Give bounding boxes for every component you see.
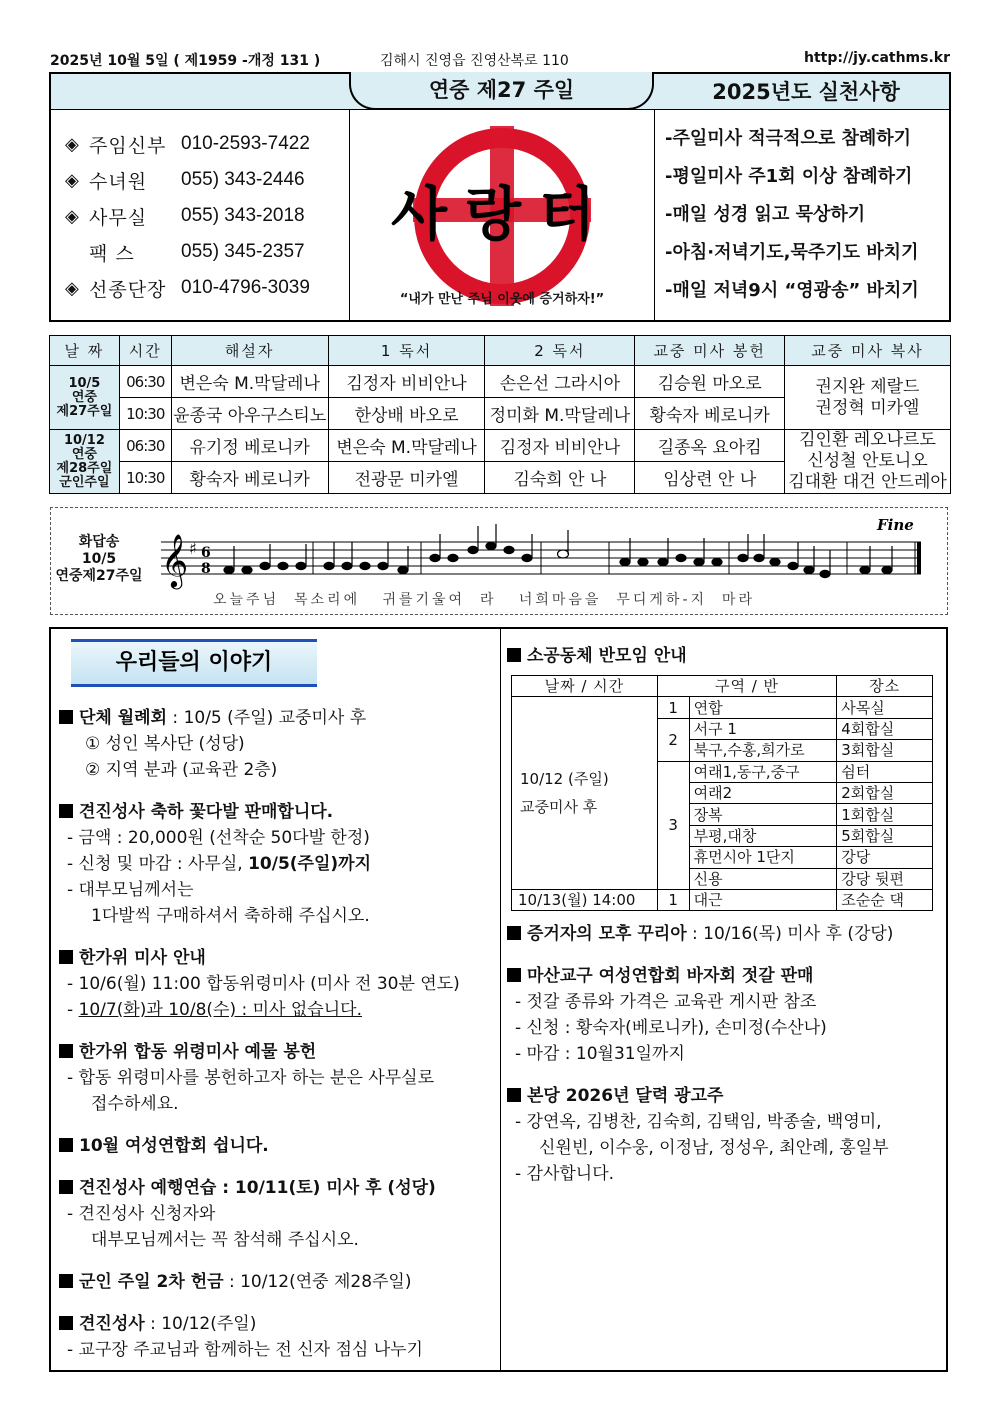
practice-item: -매일 성경 읽고 묵상하기: [665, 204, 866, 225]
square-bullet-icon: [507, 1088, 521, 1102]
practice-item: -매일 저녁9시 “영광송” 바치기: [665, 280, 919, 301]
divider: [654, 110, 655, 322]
notice-bazaar: 마산교구 여성연합회 바자회 젓갈 판매 - 젓갈 종류와 가격은 교육관 게시판 참조 - 신청 : 황숙자(베로니카), 손미정(수산나) - 마감 : 10월31일까지: [507, 963, 947, 1067]
top-meta-line: [50, 50, 950, 70]
week2-servers: 김인환 레오나르도 신성철 안토니오 김대환 대건 안드레아: [785, 430, 951, 494]
lyrics: 오늘주님 목소리에 귀를기울여 라 너희마음을 무디게하-지 마라: [213, 592, 755, 608]
table-row: 10:30 윤종국 아우구스티노 한상배 바오로 정미화 M.막달레나 황숙자 베로니카: [50, 398, 951, 430]
notice-curia: 증거자의 모후 꾸리아 : 10/16(목) 미사 후 (강당): [507, 921, 947, 947]
square-bullet-icon: [59, 1274, 73, 1288]
svg-text:♯: ♯: [189, 539, 197, 558]
divider: [500, 629, 501, 1370]
notice-women-association: 10월 여성연합회 쉽니다.: [59, 1133, 495, 1159]
table-row: 10:30 황숙자 베로니카 전광문 미카엘 김숙희 안 나 임상련 안 나: [50, 462, 951, 494]
motto: “내가 만난 주님 이웃에 증거하자!”: [399, 292, 605, 307]
notice-confirmation: 견진성사 : 10/12(주일) - 교구장 주교님과 함께하는 전 신자 점심 나누기: [59, 1311, 495, 1363]
diamond-bullet-icon: ◈: [65, 277, 79, 299]
table-row: 휴먼시아 1단지 강당: [512, 847, 933, 868]
church-address: 김해시 진영읍 진영산복로 110: [380, 53, 569, 69]
contact-office: ◈ 사무실 055) 343-2018: [65, 205, 305, 229]
right-news-column: [507, 643, 947, 1203]
notice-chuseok-mass: 한가위 미사 안내 - 10/6(월) 11:00 합동위령미사 (미사 전 30분 연도) - 10/7(화)과 10/8(수) : 미사 없습니다.: [59, 945, 495, 1023]
logo: [351, 112, 653, 322]
svg-text:6: 6: [201, 545, 211, 561]
diamond-bullet-icon: ◈: [65, 169, 79, 191]
table-row: 10/12 (주일) 교중미사 후 1 연합 사목실: [512, 697, 933, 718]
notice-flower-sale: 견진성사 축하 꽃다발 판매합니다. - 금액 : 20,000원 (선착순 50다발 한정) - 신청 및 마감 : 사무실, 10/5(주일)까지 - 대부모님께서는 1다발씩 구매하셔서 축하해 주십시오.: [59, 799, 495, 929]
table-header-row: 날짜 / 시간 구역 / 반 장소: [512, 676, 933, 697]
sunday-title: 연중 제27 주일: [349, 72, 654, 110]
notice-memorial-offering: 한가위 합동 위령미사 예물 봉헌 - 합동 위령미사를 봉헌하고자 하는 분은 사무실로 접수하세요.: [59, 1039, 495, 1117]
practice-item: -주일미사 적극적으로 참례하기: [665, 128, 912, 149]
square-bullet-icon: [507, 648, 521, 662]
practice-item: -아침·저녁기도,묵주기도 바치기: [665, 242, 919, 263]
square-bullet-icon: [59, 950, 73, 964]
table-row: 10/13(월) 14:00 1 대근 조순순 댁: [512, 889, 933, 910]
left-news-column: [59, 705, 495, 1379]
svg-text:8: 8: [201, 561, 211, 577]
logo-title: 사랑터: [390, 180, 614, 248]
psalm-response-score: [50, 507, 948, 615]
practice-item: -평일미사 주1회 이상 참례하기: [665, 166, 913, 187]
table-row: 여래2 2회합실: [512, 782, 933, 803]
notice-confirmation-rehearsal: 견진성사 예행연습 : 10/11(토) 미사 후 (성당) - 견진성사 신청자와 대부모님께서는 꼭 참석해 주십시오.: [59, 1175, 495, 1253]
square-bullet-icon: [59, 710, 73, 724]
square-bullet-icon: [59, 1044, 73, 1058]
table-row: 북구,수홍,희가로 3회합실: [512, 740, 933, 761]
issue-date: 2025년 10월 5일 ( 제1959 -개정 131 ): [50, 53, 321, 69]
table-row: 장복 1회합실: [512, 804, 933, 825]
table-row: 부평,대창 5회합실: [512, 825, 933, 846]
square-bullet-icon: [507, 926, 521, 940]
website-link[interactable]: http://jy.cathms.kr: [803, 50, 950, 66]
week2-date: 10/12 연중 제28주일 군인주일: [50, 430, 120, 494]
ministry-schedule-table: [49, 335, 951, 494]
contact-pastor: ◈ 주임신부 010-2593-7422: [65, 133, 310, 157]
divider: [349, 110, 350, 322]
diamond-bullet-icon: ◈: [65, 205, 79, 227]
bulletin-header: [49, 72, 951, 322]
fine-mark: Fine: [877, 516, 914, 534]
square-bullet-icon: [59, 804, 73, 818]
square-bullet-icon: [59, 1180, 73, 1194]
square-bullet-icon: [59, 1138, 73, 1152]
practice-list: [665, 120, 950, 310]
treble-clef-icon: 𝄞: [161, 533, 189, 587]
notice-military-collection: 군인 주일 2차 헌금 : 10/12(연중 제28주일): [59, 1269, 495, 1295]
stories-title: 우리들의 이야기: [71, 639, 317, 687]
notice-calendar-sponsors: 본당 2026년 달력 광고주 - 강연옥, 김병찬, 김숙희, 김택임, 박종술, 백영미, 신원빈, 이수웅, 이정남, 정성우, 최안례, 홍일부 - 감사합니다.: [507, 1083, 947, 1187]
square-bullet-icon: [59, 1316, 73, 1330]
week1-servers: 권지완 제랄드 권정혁 미카엘: [785, 366, 951, 430]
year-practice-title: 2025년도 실천사항: [712, 80, 900, 104]
group-meeting-table: [511, 675, 933, 911]
group-date: 10/12 (주일) 교중미사 후: [512, 697, 658, 890]
table-row: 2 서구 1 4회합실: [512, 718, 933, 739]
table-row: 3 여래1,동구,중구 쉼터: [512, 761, 933, 782]
music-staff: [151, 510, 943, 614]
notice-small-community: 소공동체 반모임 안내 날짜 / 시간 구역 / 반 장소 10/12 (주일) 교중미사 후 1 연합 사목실 2 서구 1 4회합실 북구,수홍,희가로 3회합실 3 여래1,동구,중구 쉼터 여래2 2회합실 장복 1회합실 부평,대창 5회합실 휴먼시아 1단지 강당 신용 강당 뒷편 10/13(월) 14:00 1 대근 조순순 댁: [507, 643, 947, 911]
table-header-row: 날 짜 시간 해설자 1 독서 2 독서 교중 미사 봉헌 교중 미사 복사: [50, 336, 951, 366]
square-bullet-icon: [507, 968, 521, 982]
table-row: 10/12 연중 제28주일 군인주일 06:30 유기정 베로니카 변은숙 M.막달레나 김정자 비비안나 길종옥 요아킴 김인환 레오나르도 신성철 안토니오 김대환 대건 안드레아: [50, 430, 951, 462]
contact-convent: ◈ 수녀원 055) 343-2446: [65, 169, 305, 193]
diamond-bullet-icon: ◈: [65, 133, 79, 155]
notice-monthly-meeting: 단체 월례회 : 10/5 (주일) 교중미사 후 ① 성인 복사단 (성당) ② 지역 분과 (교육관 2층): [59, 705, 495, 783]
table-row: 신용 강당 뒷편: [512, 868, 933, 889]
psalm-label: 화답송 10/5 연중제27주일: [55, 534, 143, 584]
week1-date: 10/5 연중 제27주일: [50, 366, 120, 430]
contact-fax: 팩 스 055) 345-2357: [89, 241, 305, 265]
contact-list: [65, 126, 345, 306]
contact-funeral: ◈ 선종단장 010-4796-3039: [65, 277, 310, 301]
news-section: [49, 627, 948, 1372]
table-row: 10/5 연중 제27주일 06:30 변은숙 M.막달레나 김정자 비비안나 손은선 그라시아 김승원 마오로 권지완 제랄드 권정혁 미카엘: [50, 366, 951, 398]
